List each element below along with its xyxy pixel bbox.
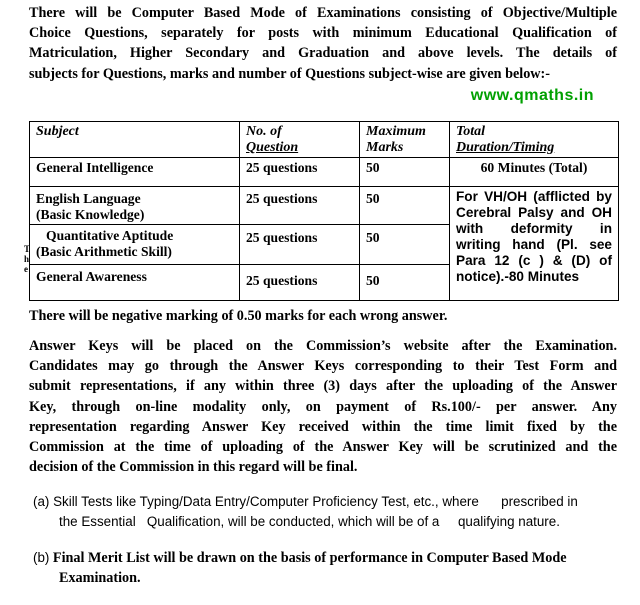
answer-keys-line: decision of the Commission in this regard will be final. bbox=[29, 459, 358, 476]
merit-list-item bbox=[33, 548, 617, 588]
cell-questions: 25 questions bbox=[240, 158, 360, 187]
stray-characters: T h e bbox=[24, 244, 31, 274]
header-marks: Maximum Marks bbox=[360, 122, 450, 158]
cell-subject: General Awareness bbox=[30, 265, 240, 301]
list-marker: (b) bbox=[33, 550, 50, 565]
skill-tests-line: Skill Tests like Typing/Data Entry/Computer Proficiency Test, etc., where prescribed in bbox=[53, 494, 578, 509]
intro-line: Matriculation, Higher Secondary and Graduation and above levels. The details of bbox=[29, 45, 617, 62]
skill-tests-line: the Essential Qualification, will be conducted, which will be of a qualifying nature. bbox=[59, 513, 560, 529]
cell-subject: English Language (Basic Knowledge) bbox=[30, 187, 240, 225]
cell-duration-total: 60 Minutes (Total) bbox=[450, 158, 619, 187]
cell-marks: 50 bbox=[360, 225, 450, 265]
subjects-table bbox=[29, 121, 619, 301]
cell-subject: General Intelligence bbox=[30, 158, 240, 187]
merit-list-line: Final Merit List will be drawn on the basis of performance in Computer Based Mode bbox=[52, 550, 567, 566]
answer-keys-line: submit representations, if any within three (3) days after the uploading of the Answer bbox=[29, 378, 617, 395]
answer-keys-line: Key, through on-line modality only, on payment of Rs.100/- per answer. Any bbox=[29, 398, 617, 415]
header-duration: Total Duration/Timing bbox=[450, 122, 619, 158]
cell-questions: 25 questions bbox=[240, 225, 360, 265]
cell-subject: Quantitative Aptitude (Basic Arithmetic Skill) bbox=[30, 225, 240, 265]
cell-marks: 50 bbox=[360, 187, 450, 225]
cell-duration-note: For VH/OH (afflicted by Cerebral Palsy and OH with deformity in writing hand (Pl. see Para 12 (c ) & (D) of notice).-80 Minutes bbox=[450, 187, 619, 301]
skill-tests-item bbox=[33, 492, 617, 531]
table-row bbox=[30, 158, 619, 187]
table-header-row bbox=[30, 122, 619, 158]
intro-line: subjects for Questions, marks and number of Questions subject-wise are given below:- bbox=[29, 65, 551, 82]
intro-line: Choice Questions, separately for posts with minimum Educational Qualification of bbox=[29, 25, 617, 42]
merit-list-line: Examination. bbox=[59, 570, 141, 586]
cell-questions: 25 questions bbox=[240, 265, 360, 301]
cell-marks: 50 bbox=[360, 265, 450, 301]
intro-paragraph bbox=[29, 3, 617, 84]
intro-line: There will be Computer Based Mode of Examinations consisting of Objective/Multiple bbox=[29, 5, 617, 21]
cell-questions: 25 questions bbox=[240, 187, 360, 225]
negative-marking-note: There will be negative marking of 0.50 marks for each wrong answer. bbox=[29, 308, 448, 324]
header-subject: Subject bbox=[30, 122, 240, 158]
header-questions: No. of Question bbox=[240, 122, 360, 158]
answer-keys-line: representation regarding Answer Key received within the time limit fixed by the bbox=[29, 418, 617, 435]
table-row bbox=[30, 187, 619, 225]
answer-keys-paragraph bbox=[29, 336, 617, 477]
cell-marks: 50 bbox=[360, 158, 450, 187]
answer-keys-line: Candidates may go through the Answer Keys corresponding to their Test Form and bbox=[29, 358, 617, 375]
answer-keys-line: Answer Keys will be placed on the Commission’s website after the Examination. bbox=[29, 338, 617, 354]
list-marker: (a) bbox=[33, 494, 50, 509]
answer-keys-line: Commission at the time of uploading of the Answer Key will be scrutinized and the bbox=[29, 439, 617, 456]
site-watermark: www.qmaths.in bbox=[470, 87, 594, 104]
